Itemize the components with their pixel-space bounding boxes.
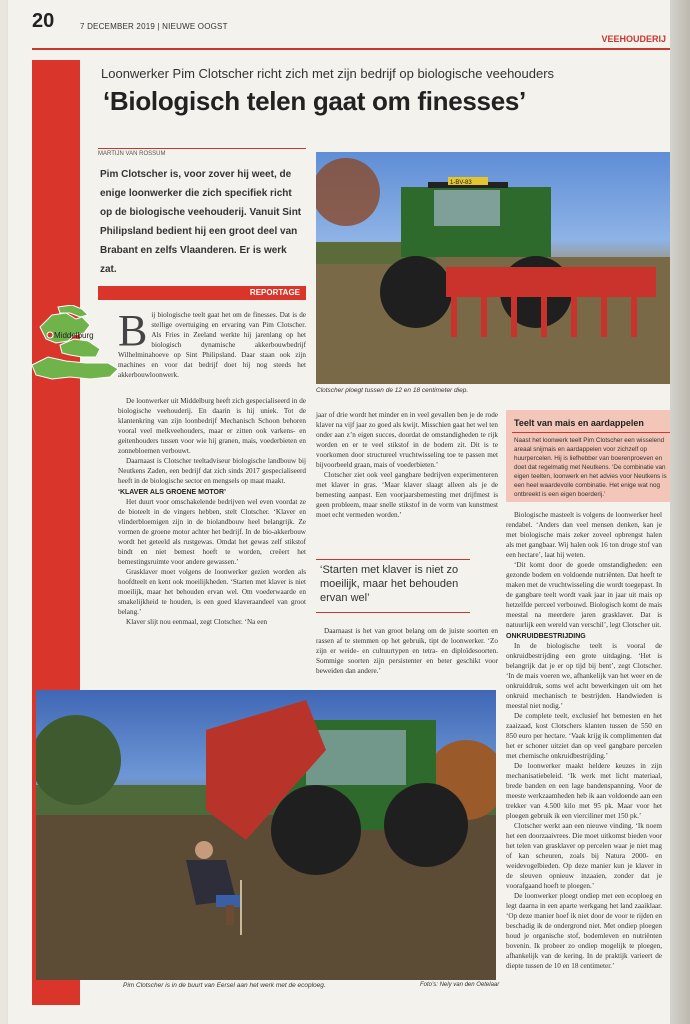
tractor-wheel-left bbox=[380, 256, 452, 328]
headline: ‘Biologisch telen gaat om finesses’ bbox=[103, 86, 526, 116]
pull-quote: ‘Starten met klaver is niet zo moeilijk, maar het behouden ervan wel’ bbox=[320, 564, 459, 604]
paragraph: Biologische masteelt is volgens de loonwerker heel rendabel. ‘Anders dan veel mensen denken, kan je met biologische mais zeker zoveel opbrengst halen als met gangbaar. Wij halen ook 16 ton droge stof van een hectare’, laat hij weten. bbox=[506, 511, 662, 559]
newspaper-page bbox=[8, 0, 670, 1024]
page-header bbox=[32, 10, 672, 50]
next-page-edge bbox=[670, 0, 690, 1024]
photo-credit: Foto’s: Nely van den Oetelaar bbox=[420, 982, 500, 988]
reportage-label: REPORTAGE bbox=[249, 288, 300, 297]
subheading: ‘KLAVER ALS GROENE MOTOR’ bbox=[118, 489, 226, 496]
tractor-cab bbox=[434, 190, 500, 226]
paragraph: ij biologische teelt gaat het om de finesses. Dat is de stellige overtuiging en ervaring van Pim Clotscher. Als Fries in Zeeland werkte hij jarenlang op het biologisch dynamische akkerbouwbedrijf Wilhelminahoeve op Sint Philipsland. Daar staan ook zijn machines en voor dat bedrijf doet hij nog steeds het akkerbouwloonwerk. bbox=[118, 311, 306, 379]
paragraph: Het duurt voor omschakelende bedrijven wel even voordat ze de bioteelt in de vingers hebben, stelt Clotscher. ‘Klaver en vlinderbloemigen zijn in de biolandbouw heel belangrijk. Ze vormen de groene motor achter het bedrijf. In de bio-akkerbouw wordt het geteeld als rustgewas. Omdat het gewas zelf stikstof bindt en niet bemest hoeft te worden, creëert het bemestingsruimte voor andere gewassen.’ bbox=[118, 498, 306, 566]
paragraph: Clotscher ziet ook veel gangbare bedrijven experimenteren met klaver in gras. ‘Maar klaver slaagt alleen als je de bemesting aanpast. Een voorjaarsbemesting met drijfmest is geen probleem, maar snelle stikstof in de vorm van kunstmest moet echt vermeden worden.’ bbox=[316, 471, 498, 519]
body-column-2b bbox=[316, 626, 498, 676]
box-text: Naast het loonwerk teelt Pim Clotscher een wisselend areaal snijmais en aardappelen voor zichzelf op huurpercelen. Hij is liefhebber van boerenproeven en doet dat regelmatig met Neutkens. ‘De combinatie van eigen teelten, loonwerk en het advies voor Neutkens is een heel waardevolle combinatie. Het enige wat nog ontbreekt is een eigen boerderij.’ bbox=[514, 437, 667, 498]
drop-cap: B bbox=[118, 306, 148, 355]
paragraph: ‘Dit komt door de goede omstandigheden: een gezonde bodem en voldoende nutriënten. Dat heeft te maken met de vruchtwisseling die wordt toegepast. In de gangbare teelt wordt vaak jaar in jaar uit mais op hetzelfde perceel verbouwd. Biologisch komt de mais meestal na meerdere jaren grasklaver. Dat is natuurlijk een wereld van verschil’, legt Clotscher uit. bbox=[506, 561, 662, 629]
paragraph: Daarnaast is Clotscher teeltadviseur biologische landbouw bij Neutkens Zaden, een bedrijf dat zich sinds 2017 gespecialiseerd heeft in de biologische sector en mengsels op maat maakt. bbox=[118, 457, 306, 485]
photo-1-illustration bbox=[316, 152, 670, 384]
date-line: 7 DECEMBER 2019 | NIEUWE OOGST bbox=[80, 22, 228, 31]
photo-2-caption: Pim Clotscher is in de buurt van Eersel aan het werk met de ecoploeg. bbox=[123, 982, 326, 989]
map-flanders bbox=[32, 357, 118, 379]
paragraph: De loonwerker uit Middelburg heeft zich gespecialiseerd in de biologische veehouderij. En daarin is hij uniek. Tot de klantenkring van zijn loonbedrijf Mechanisch Schoon behoren vooral veel melkveehouders, maar er zitten ook varkens- en geitenhouders tussen voor wie hij granen, mais, voederbieten en zonnebloemen verbouwt. bbox=[118, 397, 306, 455]
tractor-wheel-right bbox=[384, 783, 468, 867]
subheading: ONKRUIDBESTRIJDING bbox=[506, 633, 586, 640]
tractor-wheel-left bbox=[271, 785, 361, 875]
box-title: Teelt van mais en aardappelen bbox=[514, 418, 644, 428]
zeeland-map bbox=[30, 305, 120, 385]
photo-tractor-plowing bbox=[316, 152, 670, 384]
page-number: 20 bbox=[32, 10, 55, 32]
author-rule bbox=[98, 148, 306, 149]
paragraph: In de biologische teelt is vooral de onkruidbestrijding een grote uitdaging. ‘Het is belangrijk dat je er op tijd bij bent’, zegt Clotscher. ‘In de mais voeren we, afhankelijk van het weer en de onkruiddruk, soms wel acht bewerkingen uit om het onkruid mechanisch te bestrijden. Handwieden is meestal niet nodig.’ bbox=[506, 642, 662, 710]
header-rule bbox=[32, 48, 672, 50]
map-label: Middelburg bbox=[54, 331, 94, 340]
sidebar-box bbox=[506, 410, 682, 502]
lead-paragraph: Pim Clotscher is, voor zover hij weet, de enige loonwerker die zich specifiek richt op de biologische veehouderij. Vanuit Sint Philipsland bedient hij een groot deel van Brabant en zelfs Vlaanderen. Er is werk zat. bbox=[100, 169, 302, 275]
paragraph: De loonwerker maakt heldere keuzes in zijn mechanisatiebeleid. ‘Ik werk met licht materiaal, brede banden en een lage bandenspanning. Voor de meeste werkzaamheden heb ik aan voldoende aan een trekker van 4.500 kilo met 95 pk. Maar voor het ploegen gebruik ik een vierciliner met 150 pk.’ bbox=[506, 762, 662, 820]
box-rule bbox=[512, 432, 676, 433]
autumn-tree bbox=[316, 158, 380, 226]
paragraph: Klaver slijt nou eenmaal, zegt Clotscher. ‘Na een bbox=[126, 618, 268, 626]
paragraph: De loonwerker ploegt ondiep met een ecoploeg en legt daarna in een aparte werkgang het land zaaiklaar. ‘Op deze manier hoef ik niet door de voor te rijden en beschadig ik de ondergrond niet. Met ondiep ploegen houd je organische stof, bodemleven en nutriënten bovenin. Ik probeer zo ondiep mogelijk te ploegen, afhankelijk van de kering. In de praktijk varieert de diepte tussen de 10 en 18 centimeter.’ bbox=[506, 892, 662, 970]
body-column-1 bbox=[118, 306, 306, 380]
photo-2-illustration bbox=[36, 690, 496, 980]
ecoplough bbox=[446, 267, 656, 297]
kicker: Loonwerker Pim Clotscher richt zich met zijn bedrijf op biologische veehouders bbox=[101, 66, 555, 81]
plate-text: 1-BV-83 bbox=[450, 180, 472, 186]
paragraph: Clotscher werkt aan een nieuwe vinding. ‘Ik noem het een doorzaaivrees. Die moet uitkomst bieden voor het telen van grasklaver op percelen waar je niet mag of kan scheuren, zoals bij Natura 2000- en weidevogelbieden. Op deze manier kun je klaver in de sleuven opnieuw inzaaien, zonder dat je voorafgaand hoeft te ploegen.’ bbox=[506, 822, 662, 890]
photo-1-caption: Clotscher ploegt tussen de 12 en 18 centimeter diep. bbox=[316, 387, 469, 394]
paragraph: jaar of drie wordt het minder en in veel gevallen ben je de rode klaver na vijf jaar zo goed als kwijt. Misschien gaat het wel ten onder aan z’n eigen succes, doordat de omstandigheden te rijk worden en er te veel stikstof in de bodem zit. Dit is te voorkomen door structureel vruchtwisseling toe te passen met bijvoorbeeld graan, mais of voederbieten.’ bbox=[316, 411, 498, 469]
quote-rule-bottom bbox=[316, 612, 470, 613]
author-byline: MARTIJN VAN ROSSUM bbox=[98, 151, 166, 157]
reportage-bar bbox=[98, 286, 306, 300]
section-label: VEEHOUDERIJ bbox=[601, 34, 666, 44]
quote-rule-top bbox=[316, 559, 470, 560]
photo-farmer-field bbox=[36, 690, 496, 980]
body-column-3 bbox=[506, 510, 662, 971]
paragraph: De complete teelt, exclusief het bemesten en het zaaizaad, kost Clotschers klanten tussen de 550 en 850 euro per hectare. ‘Vaak krijg ik complimenten dat het er schoner uitziet dan op veel gangbare percelen met chemische onkruidbestrijding.’ bbox=[506, 712, 662, 760]
paragraph: Daarnaast is het van groot belang om de juiste soorten en rassen af te stemmen op het gebruik, tipt de loonwerker. ‘Zo zijn er weide- en cultuurtypen en tetra- en diploïdesoorten. Sommige soorten zijn persistenter en beter geschikt voor beweiden dan andere.’ bbox=[316, 627, 498, 675]
map-marker bbox=[47, 332, 53, 338]
body-column-2 bbox=[316, 410, 498, 520]
body-column-1b bbox=[118, 396, 306, 627]
paragraph: Grasklaver moet volgens de loonwerker gezien worden als hoofdteelt en kent ook moeilijkheden. ‘Starten met klaver is niet moeilijk, maar het behouden ervan wel. Om voederwaarde en smakelijkheid te houden, is een goed klaveraandeel van groot belang.’ bbox=[118, 568, 306, 616]
